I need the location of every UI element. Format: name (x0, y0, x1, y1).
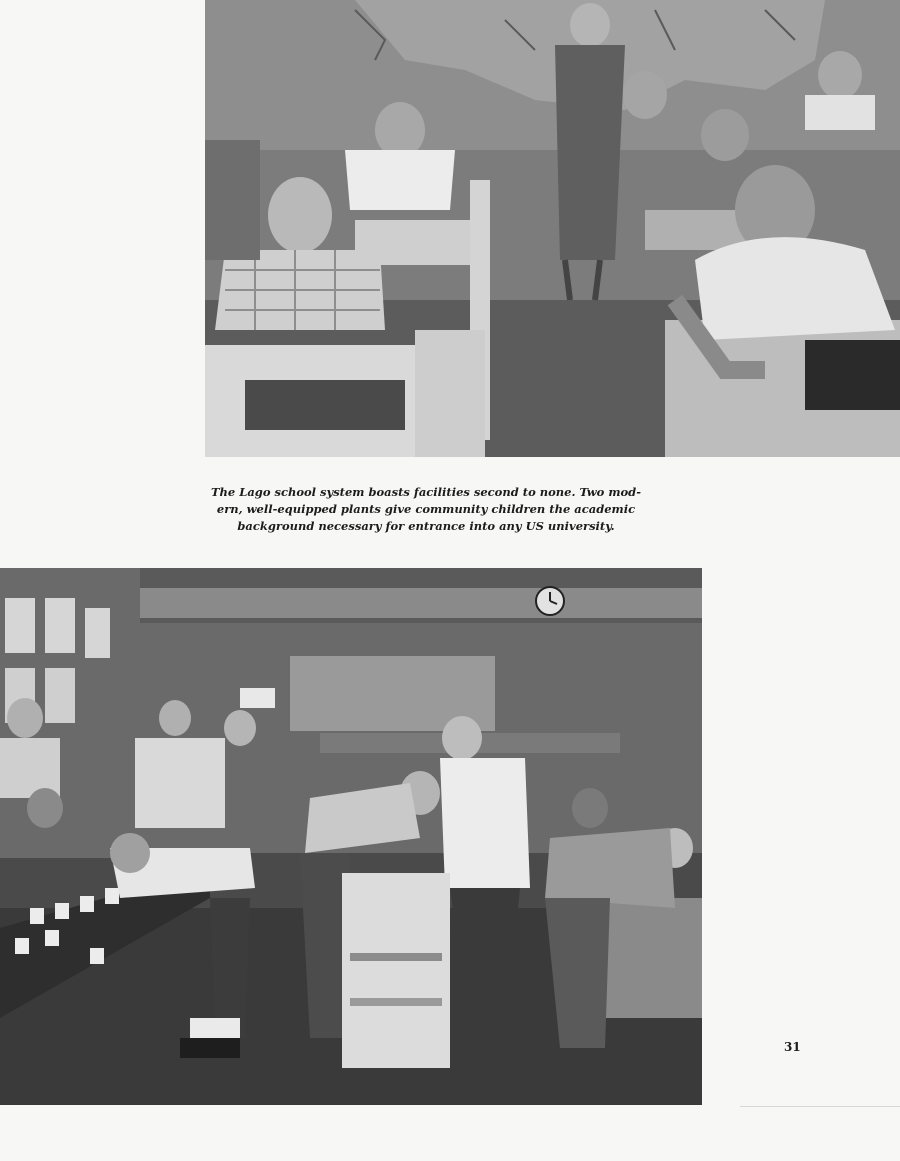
caption-line-3: background necessary for entrance into any US university. (237, 519, 615, 533)
classroom-photo (205, 0, 900, 457)
shop-class-photo (0, 568, 702, 1105)
caption-line-2: ern, well-equipped plants give community children the academic (216, 502, 636, 516)
photo-caption (196, 484, 656, 535)
classroom-photo-drawing (205, 0, 900, 457)
page-number: 31 (784, 1040, 801, 1054)
footer-rule (740, 1106, 900, 1107)
caption-line-1: The Lago school system boasts facilities second to none. Two mod- (211, 485, 641, 499)
shop-class-photo-drawing (0, 568, 702, 1105)
